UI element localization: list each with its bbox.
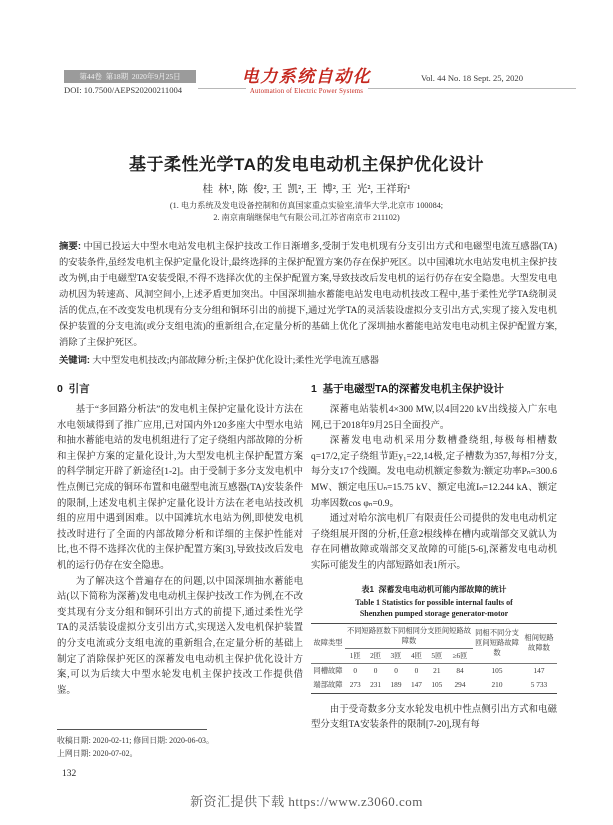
footnote-online-date: 上网日期: 2020-07-02。 [57,749,138,758]
table1-subcol: 5匝 [427,648,447,663]
table1-cell: 84 [456,666,464,676]
section-0-paragraph-1: 基于“多回路分析法”的发电机主保护定量化设计方法在水电领域得到了推广应用,已对国内外120多座大中型水电站和抽水蓄能电站的发电机组进行了定子绕组内部故障的分析和主保护方案的定量化设计,为大型发电机主保护配置方案的科学制定开辟了新途径[1-2]。由于受制于多分支发电机中性点侧已完成的铜环布置和电磁型电流互感器(TA)安装条件的限制,上述发电机主保护定量化设计方法在老电站技改机组的应用中遇到困难。以中国滩坑水电站为例,即使发电机技改时进行了全面的内部故障分析和详细的主保护性能对比,也不得不选择次优的主保护配置方案[3],导致技改后发电机的运行仍存在安全隐患。 [57,405,303,571]
table1-cell: 0 [394,666,398,676]
header-divider-right [368,88,576,89]
table1-subcol: 3匝 [386,648,406,663]
table1-cell: 0 [414,666,419,676]
header-divider-left [198,88,246,89]
footnote-block [57,729,307,760]
authors-line: 桂 林¹, 陈 俊², 王 凯², 王 博², 王 光², 王祥珩¹ [202,184,411,195]
table1-cell: 147 [533,666,545,676]
table-row [311,678,557,693]
affiliation-line-2: 2. 南京南瑞继保电气有限公司,江苏省南京市 211102) [213,213,400,222]
journal-name-cn: 电力系统自动化 [241,67,372,86]
table1-row2-type: 端部故障 [313,680,343,690]
journal-name-en: Automation of Electric Power Systems [249,88,364,95]
footnote-received-dates: 收稿日期: 2020-02-11; 修回日期: 2020-06-03。 [57,736,214,745]
issue-info-box: 第44卷 第18期 2020年9月25日 [64,70,196,83]
table1-cell: 0 [353,666,358,676]
table1-cell: 105 [491,666,503,676]
column-right [311,381,557,734]
section-1-paragraph-1: 深蓄电站装机4×300 MW,以4回220 kV出线接入广东电网,已于2018年9月25日全面投产。 [311,405,557,431]
keywords-text: 大中型发电机技改;内部故障分析;主保护优化设计;柔性光学电流互感器 [92,356,379,366]
page-number: 132 [62,769,77,779]
table1-row1-type: 同槽故障 [313,666,343,676]
abstract-text: 中国已投运大中型水电站发电机主保护技改工作日渐增多,受制于发电机现有分支引出方式和电磁型电流互感器(TA)的安装条件,虽经发电机主保护定量化设计,最终选择的主保护配置方案仍存在保护死区。以中国滩坑水电站发电机主保护技改为例,由于电磁型TA安装受限,不得不选择次优的主保护配置方案,导致技改后发电机的运行仍存在安全隐患。大型发电电动机因为转速高、风洞空间小,上述矛盾更加突出。中国深圳抽水蓄能电站发电电动机技改工程中,基于柔性光学TA绕制灵活的优点,在不改变发电机现有分支分组和铜环引出的前提下,通过光学TA的灵活装设虚拟分支引出方式,实现了接入发电机保护装置的分支电流(或分支组电流)的重新组合,在定量分析的基础上优化了深圳抽水蓄能电站发电电动机主保护配置方案,消除了主保护死区。 [59,242,557,348]
table-row [311,664,557,679]
section-0-heading: 0 引言 [57,383,90,395]
table1 [311,623,557,694]
table1-caption-en [311,597,557,619]
abstract-paragraph [59,238,557,351]
table1-cell: 147 [410,680,422,690]
table1-caption-en-line2: Shenzhen pumped storage generator-motor [359,608,509,618]
table1-cell: 210 [491,680,503,690]
table1-cell: 5 733 [530,680,548,690]
table1-cell: 189 [390,680,402,690]
table1-cell: 21 [433,666,441,676]
footnote-rule [57,729,207,730]
table1-cell: 294 [454,680,466,690]
watermark-download-link[interactable]: 新资汇提供下载 https://www.z3060.com [190,794,423,809]
table1-caption-cn: 表1 深蓄发电电动机可能内部故障的统计 [361,584,507,594]
volume-issue-en: Vol. 44 No. 18 Sept. 25, 2020 [421,73,524,83]
keywords-label: 关键词: [59,355,90,365]
section-1-paragraph-3: 通过对哈尔滨电机厂有限责任公司提供的发电电动机定子绕组展开图的分析,任意2根线棒在槽内或端部交叉就认为存在同槽故障或端部交叉故障的可能[5-6],深蓄发电电动机实际可能发生的内部短路如表1所示。 [311,514,557,571]
section-1-paragraph-2: 深蓄发电电动机采用分数槽叠绕组,每极每相槽数q=17/2,定子绕组节距y₁=22,14极,定子槽数为357,每相7分支,每分支17个线圈。发电电动机额定参数为:额定功率Pₙ=300.6 MW、额定电压Uₙ=15.75 kV、额定电流Iₙ=12.244 kA、额定功率因数cos φₙ=0.9。 [311,436,557,509]
table1-caption-en-line1: Table 1 Statistics for possible internal faults of [355,597,513,607]
column-left [57,381,303,699]
table1-subcol: 2匝 [365,648,385,663]
table1-header-group: 不同短路匝数下同相同分支匝间短路故障数 [345,623,473,648]
table1-header-phase: 相间短路故障数 [521,623,557,664]
section-1-paragraph-4: 由于受奇数多分支水轮发电机中性点侧引出方式和电磁型分支组TA安装条件的限制[7-20],现有每 [311,704,557,731]
keywords-line [59,352,557,366]
page-title: 基于柔性光学TA的发电电动机主保护优化设计 [129,155,484,174]
table1-cell: 0 [373,666,378,676]
table1-subcol: 1匝 [345,648,365,663]
section-1-heading: 1 基于电磁型TA的深蓄发电机主保护设计 [311,383,504,395]
table1-header-diff-branch: 同相不同分支匝间短路故障数 [473,623,521,664]
doi-text: DOI: 10.7500/AEPS20200211004 [64,85,183,95]
table1-cell: 273 [349,680,361,690]
affiliation-line-1: (1. 电力系统及发电设备控制和仿真国家重点实验室,清华大学,北京市 100084; [169,201,444,210]
table1-cell: 105 [431,680,443,690]
table1-subcol: ≥6匝 [447,648,473,663]
table1-subcol: 4匝 [406,648,426,663]
table1-header-fault-type: 故障类型 [311,623,345,664]
section-0-paragraph-2: 为了解决这个普遍存在的问题,以中国深圳抽水蓄能电站(以下简称为深蓄)发电电动机主保护技改工作为例,在不改变其现有分支分组和铜环引出方式的前提下,通过柔性光学TA的灵活装设虚拟分支引出方式,实现送入发电机保护装置的分支电流或分支组电流的重新组合,在定量分析的基础上制定了消除保护死区的深蓄发电电动机主保护优化设计方案,可以为后续大中型水轮发电机主保护技改工作提供借鉴。 [57,576,303,696]
table1-cell: 231 [370,680,382,690]
abstract-label: 摘要: [59,241,81,251]
